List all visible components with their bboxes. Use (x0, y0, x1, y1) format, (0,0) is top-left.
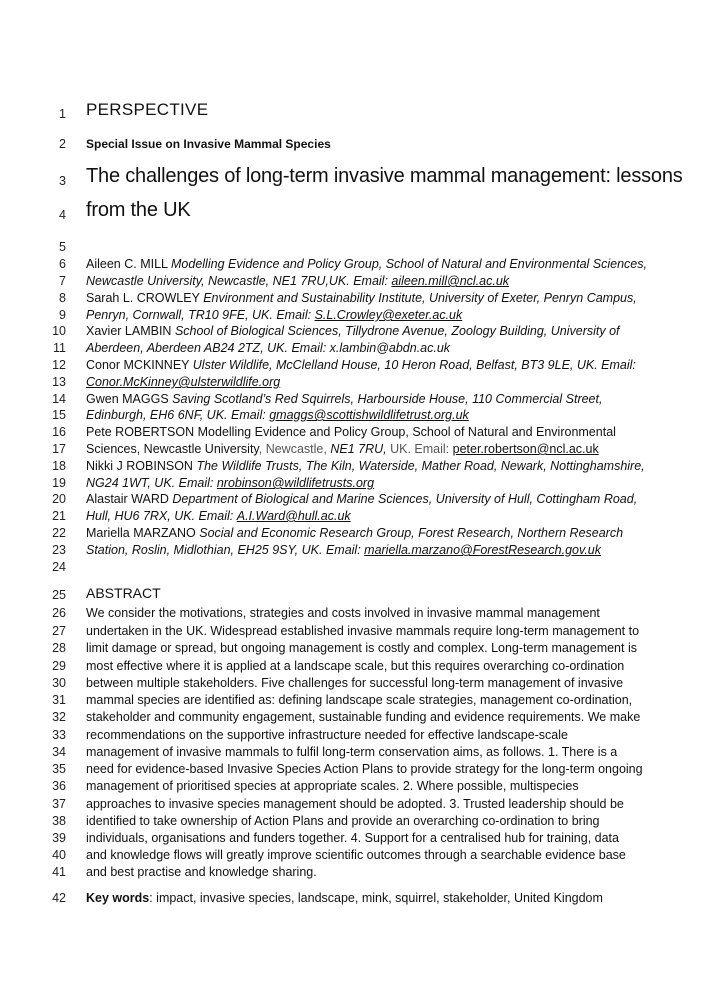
line-number: 11 (53, 341, 66, 355)
author-maggs (86, 391, 602, 407)
author-affiliation: Department of Biological and Marine Sciences, University of Hull, Cottingham Road, (172, 492, 638, 506)
author-lambin (86, 323, 620, 339)
line-number: 30 (52, 676, 66, 690)
author-name: Alastair WARD (86, 492, 169, 506)
author-robertson-cont (86, 441, 599, 457)
section-label: PERSPECTIVE (86, 100, 209, 119)
author-affiliation: NG24 1WT, UK. Email: (86, 476, 214, 490)
abstract-line: undertaken in the UK. Widespread established invasive mammals require long-term management to (86, 624, 640, 638)
author-name: Pete ROBERTSON (86, 425, 195, 439)
line-number: 33 (52, 728, 66, 742)
line-number: 4 (59, 208, 66, 222)
abstract-line: management of prioritised species at appropriate scales. 2. Where possible, multispecies (86, 779, 579, 793)
line-number: 18 (52, 459, 66, 473)
line-number: 42 (52, 891, 66, 905)
abstract-heading: ABSTRACT (86, 585, 161, 601)
line-number: 20 (52, 492, 66, 506)
line-number: 23 (52, 543, 66, 557)
author-affiliation: Saving Scotland’s Red Squirrels, Harbourside House, 110 Commercial Street, (172, 392, 603, 406)
line-number: 32 (52, 710, 66, 724)
author-affiliation: Environment and Sustainability Institute, University of Exeter, Penryn Campus, (203, 291, 637, 305)
line-number: 24 (52, 560, 66, 574)
author-maggs-cont (86, 407, 469, 423)
line-number: 26 (52, 606, 66, 620)
author-ward (86, 491, 637, 507)
special-issue: Special Issue on Invasive Mammal Species (86, 137, 331, 151)
line-number: 29 (52, 659, 66, 673)
author-mill (86, 256, 647, 272)
email-link[interactable]: gmaggs@scottishwildlifetrust.org.uk (269, 408, 469, 422)
abstract-line: stakeholder and community engagement, sustainable funding and evidence requirements. We make (86, 710, 641, 724)
abstract-line: between multiple stakeholders. Five challenges for successful long-term management of invasive (86, 676, 624, 690)
line-number: 2 (59, 137, 66, 151)
line-number: 39 (52, 831, 66, 845)
line-number: 16 (52, 425, 66, 439)
author-affiliation: Station, Roslin, Midlothian, EH25 9SY, UK. Email: (86, 543, 361, 557)
author-lambin-cont (86, 340, 450, 356)
line-number: 22 (52, 526, 66, 540)
line-number: 15 (52, 408, 66, 422)
author-affiliation: Sciences, Newcastle University (86, 442, 259, 456)
line-number: 6 (59, 257, 66, 271)
line-number: 35 (52, 762, 66, 776)
line-number: 37 (52, 797, 66, 811)
author-marzano-cont (86, 542, 601, 558)
author-crowley (86, 290, 637, 306)
line-number: 41 (52, 865, 66, 879)
line-number: 12 (52, 358, 66, 372)
email-link[interactable]: aileen.mill@ncl.ac.uk (391, 274, 510, 288)
author-mckinney (86, 357, 636, 373)
author-affiliation: The Wildlife Trusts, The Kiln, Waterside, Mather Road, Newark, Nottinghamshire, (196, 459, 645, 473)
line-number: 19 (52, 476, 66, 490)
line-number: 38 (52, 814, 66, 828)
author-affiliation: Hull, HU6 7RX, UK. Email: (86, 509, 234, 523)
line-number: 28 (52, 641, 66, 655)
line-number: 31 (52, 693, 66, 707)
author-affiliation: Modelling Evidence and Policy Group, School of Natural and Environmental Sciences, (171, 257, 647, 271)
email-link[interactable]: mariella.marzano@ForestResearch.gov.uk (364, 543, 602, 557)
keywords-label: Key words (86, 891, 150, 905)
author-name: Mariella MARZANO (86, 526, 196, 540)
email-link[interactable]: peter.robertson@ncl.ac.uk (452, 442, 599, 456)
author-name: Nikki J ROBINSON (86, 459, 193, 473)
line-number: 1 (59, 107, 66, 121)
line-number: 14 (52, 392, 66, 406)
line-number: 3 (59, 174, 66, 188)
keywords-text: : impact, invasive species, landscape, mink, squirrel, stakeholder, United Kingdom (149, 891, 603, 905)
line-number: 7 (59, 274, 66, 288)
email-link[interactable]: nrobinson@wildlifetrusts.org (216, 476, 375, 490)
author-robinson-cont (86, 475, 374, 491)
author-affiliation: Social and Economic Research Group, Forest Research, Northern Research (199, 526, 624, 540)
abstract-line: limit damage or spread, but ongoing management is costly and complex. Long-term management is (86, 641, 637, 655)
author-name: Aileen C. MILL (86, 257, 168, 271)
email-link[interactable]: S.L.Crowley@exeter.ac.uk (314, 308, 463, 322)
line-number: 10 (52, 324, 66, 338)
abstract-line: approaches to invasive species management should be adopted. 3. Trusted leadership should be (86, 797, 624, 811)
author-affiliation: UK. Email: (390, 442, 450, 456)
author-affiliation: Edinburgh, EH6 6NF, UK. Email: (86, 408, 266, 422)
author-name: Gwen MAGGS (86, 392, 169, 406)
keywords (86, 890, 603, 906)
abstract-line: management of invasive mammals to fulfil long-term conservation aims, as follows. 1. There is a (86, 745, 618, 759)
line-number: 25 (52, 588, 66, 602)
line-number: 34 (52, 745, 66, 759)
line-number: 5 (59, 240, 66, 254)
abstract-line: and knowledge flows will greatly improve scientific outcomes through a searchable evidence base (86, 848, 626, 862)
author-affiliation: NE1 7RU, (330, 442, 387, 456)
abstract-line: recommendations on the supportive infrastructure needed for effective landscape-scale (86, 728, 568, 742)
line-number: 27 (52, 624, 66, 638)
author-robinson (86, 458, 645, 474)
line-number: 8 (59, 291, 66, 305)
author-affiliation: Newcastle University, Newcastle, NE1 7RU,UK. Email: (86, 274, 388, 288)
author-affiliation: , Newcastle, (258, 442, 327, 456)
paper-title-line-2: from the UK (86, 199, 191, 221)
paper-title-line-1: The challenges of long-term invasive mammal management: lessons (86, 165, 683, 187)
author-name: Xavier LAMBIN (86, 324, 172, 338)
abstract-line: mammal species are identified as: defining landscape scale strategies, management co-ordination, (86, 693, 633, 707)
author-marzano (86, 525, 623, 541)
line-number: 17 (52, 442, 66, 456)
line-number: 36 (52, 779, 66, 793)
email-link[interactable]: A.I.Ward@hull.ac.uk (236, 509, 351, 523)
author-crowley-cont (86, 307, 462, 323)
author-affiliation: Modelling Evidence and Policy Group, School of Natural and Environmental (197, 425, 616, 439)
line-number: 9 (59, 308, 66, 322)
line-number: 40 (52, 848, 66, 862)
line-number: 13 (52, 375, 66, 389)
author-name: Sarah L. CROWLEY (86, 291, 200, 305)
author-affiliation: School of Biological Sciences, Tillydrone Avenue, Zoology Building, University of (174, 324, 620, 338)
author-mill-cont (86, 273, 509, 289)
author-robertson (86, 424, 616, 440)
line-number: 21 (52, 509, 66, 523)
abstract-line: identified to take ownership of Action Plans and provide an overarching co-ordination to bring (86, 814, 600, 828)
author-name: Conor MCKINNEY (86, 358, 190, 372)
author-mckinney-cont (86, 374, 280, 390)
abstract-line: individuals, organisations and funders together. 4. Support for a centralised hub for training, data (86, 831, 619, 845)
author-ward-cont (86, 508, 351, 524)
abstract-line: and best practise and knowledge sharing. (86, 865, 317, 879)
abstract-line: need for evidence-based Invasive Species Action Plans to provide strategy for the long-term ongoing (86, 762, 643, 776)
author-affiliation: Ulster Wildlife, McClelland House, 10 Heron Road, Belfast, BT3 9LE, UK. Email: (192, 358, 636, 372)
abstract-line: most effective where it is applied at a landscape scale, but this requires overarching co-ordination (86, 659, 625, 673)
author-affiliation: Penryn, Cornwall, TR10 9FE, UK. Email: (86, 308, 312, 322)
abstract-line: We consider the motivations, strategies and costs involved in invasive mammal management (86, 606, 600, 620)
author-affiliation: Aberdeen, Aberdeen AB24 2TZ, UK. Email: x.lambin@abdn.ac.uk (86, 341, 451, 355)
email-link[interactable]: Conor.McKinney@ulsterwildlife.org (86, 375, 281, 389)
